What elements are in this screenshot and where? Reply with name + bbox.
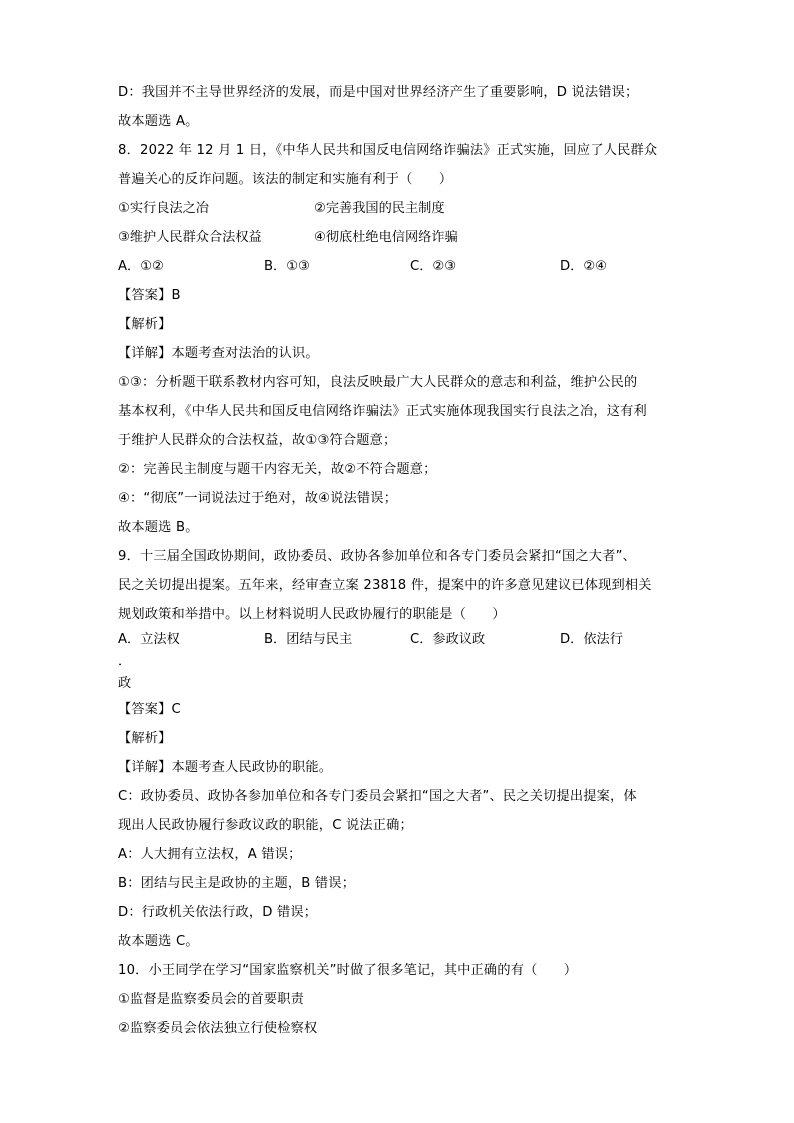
question-8-choice-c: C．②③	[410, 259, 457, 274]
question-9-detail-line: C：政协委员、政协各参加单位和各专门委员会紧扣“国之大者”、民之关切提出提案，体	[118, 789, 637, 804]
question-9-detail-line: A：人大拥有立法权，A 错误；	[118, 847, 302, 862]
paragraph-line: 故本题选 A。	[118, 114, 199, 129]
question-8-detail-line: ④：“彻底”一词说法过于绝对，故④说法错误；	[118, 491, 398, 506]
question-8-choice-d: D．②④	[560, 259, 607, 274]
question-8-choice-a: A．①②	[118, 259, 164, 274]
question-9-choices	[118, 629, 676, 651]
question-8-detail-line: 基本权利，《中华人民共和国反电信网络诈骗法》正式实施体现我国实行良法之冶，这有利	[118, 404, 647, 419]
question-9-detail-text: 【详解】本题考查人民政协的职能。	[118, 760, 333, 775]
question-9-analysis-label: 【解析】	[118, 731, 172, 746]
question-8-option-2: ②完善我国的民主制度	[314, 201, 445, 216]
question-8-analysis-label: 【解析】	[118, 317, 172, 332]
question-9-choice-b: B．团结与民主	[264, 632, 353, 647]
question-10-stem-line-1: 10．小王同学在学习“国家监察机关”时做了很多笔记，其中正确的有（ ）	[118, 963, 578, 978]
question-8-option-1: ①实行良法之冶	[118, 201, 209, 216]
document-content	[118, 78, 676, 1043]
question-9-answer: 【答案】C	[118, 702, 181, 717]
question-9-detail-line	[118, 753, 676, 782]
question-8-detail-line: 于维护人民群众的合法权益，故①③符合题意；	[118, 433, 397, 448]
question-8-choice-b: B．①③	[264, 259, 310, 274]
question-8-detail-line: 【详解】本题考查对法治的认识。	[118, 346, 319, 361]
question-9-stem-line-3: 规划政策和举措中。以上材料说明人民政协履行的职能是（ ）	[118, 607, 506, 622]
question-9-detail-line: B：团结与民主是政协的主题，B 错误；	[118, 876, 356, 891]
question-9-choice-c: C．参政议政	[410, 632, 486, 647]
question-8-stem-line-2: 普遍关心的反诈问题。该法的制定和实施有利于（ ）	[118, 172, 453, 187]
question-9-choice-d-continuation: 政	[118, 676, 132, 691]
question-8-option-4: ④彻底杜绝电信网络诈骗	[314, 230, 458, 245]
question-9-stem-line-2: 民之关切提出提案。五年来，经审查立案 23818 件，提案中的许多意见建议已体现到相关	[118, 578, 652, 593]
question-8-detail-line: ①③：分析题干联系教材内容可知，良法反映最广大人民群众的意志和利益，维护公民的	[118, 375, 638, 390]
question-8-stem-line-1: 8．2022 年 12 月 1 日，《中华人民共和国反电信网络诈骗法》正式实施，回应了人民群众	[118, 143, 658, 158]
question-9-detail-line: D：行政机关依法行政，D 错误；	[118, 905, 318, 920]
question-9-choice-d: D．依法行	[560, 632, 623, 647]
question-9-choice-a: A．立法权	[118, 632, 180, 647]
question-9-stem-line-1: 9．十三届全国政协期间，政协委员、政协各参加单位和各专门委员会紧扣“国之大者”、	[118, 549, 636, 564]
question-8-option-3: ③维护人民群众合法权益	[118, 230, 262, 245]
question-8-answer: 【答案】B	[118, 288, 181, 303]
question-10-option-1: ①监督是监察委员会的首要职责	[118, 992, 305, 1007]
question-8-detail-line: ②：完善民主制度与题干内容无关，故②不符合题意；	[118, 462, 437, 477]
question-8-choices	[118, 252, 676, 281]
question-9-detail-line: 现出人民政协履行参政议政的职能，C 说法正确；	[118, 818, 413, 833]
question-8-options-row-1	[118, 194, 676, 223]
question-9-choice-d-dot: ．	[118, 654, 132, 669]
question-9-detail-line: 故本题选 C。	[118, 934, 199, 949]
paragraph-line: D：我国并不主导世界经济的发展，而是中国对世界经济产生了重要影响，D 说法错误；	[118, 85, 639, 100]
question-8-detail-line: 故本题选 B。	[118, 520, 199, 535]
question-8-options-row-2	[118, 223, 676, 252]
question-10-option-2: ②监察委员会依法独立行使检察权	[118, 1021, 318, 1036]
